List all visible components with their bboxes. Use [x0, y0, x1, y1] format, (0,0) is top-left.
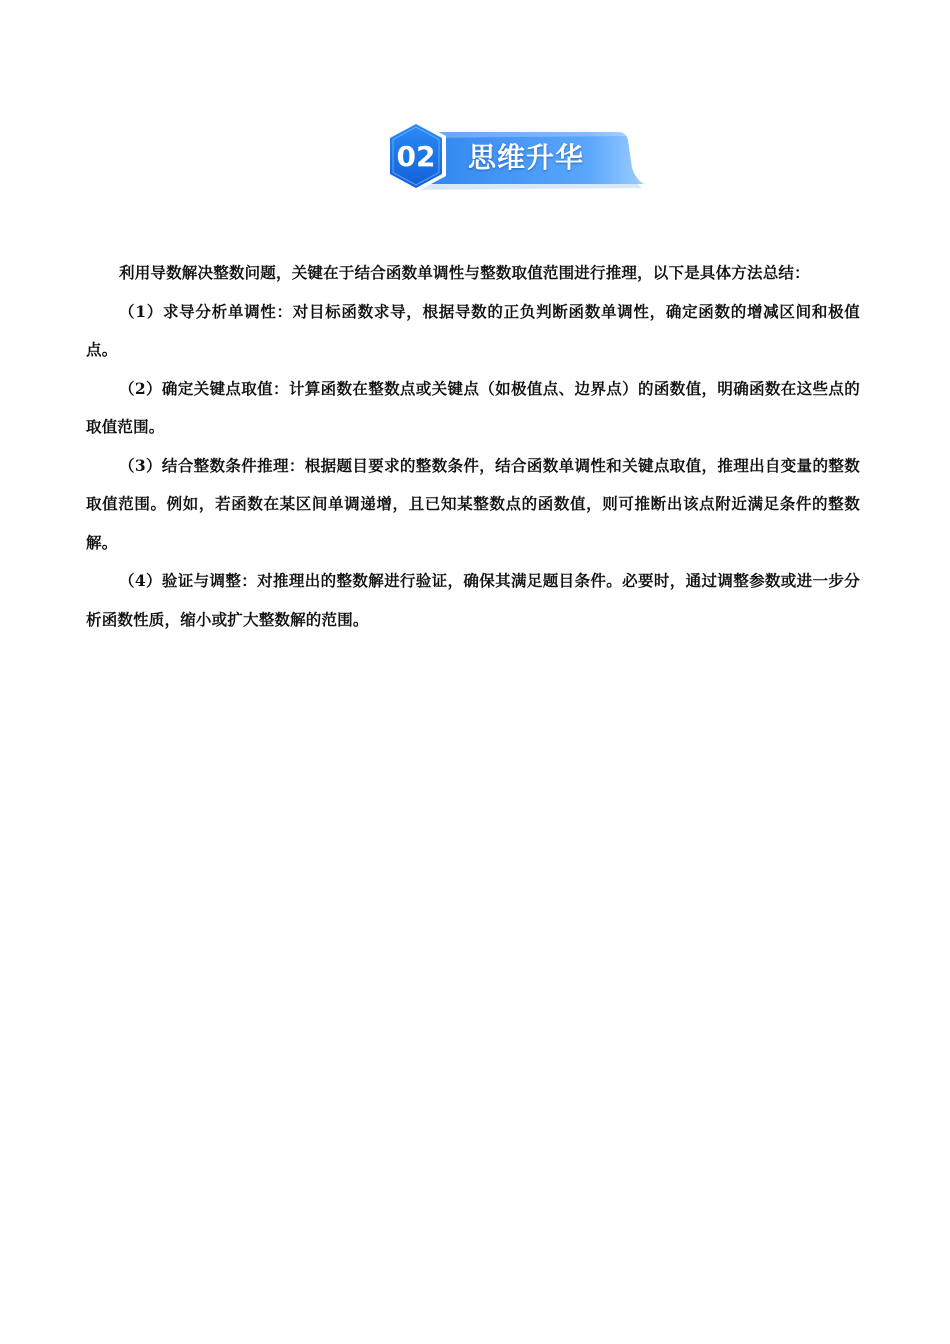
section-title: 思维升华	[468, 141, 585, 174]
method-item-4: （4）验证与调整：对推理出的整数解进行验证，确保其满足题目条件。必要时，通过调整参数或进一步分析函数性质，缩小或扩大整数解的范围。	[86, 571, 860, 629]
method-item-2: （2）确定关键点取值：计算函数在整数点或关键点（如极值点、边界点）的函数值，明确函数在这些点的取值范围。	[86, 378, 860, 436]
intro-paragraph: 利用导数解决整数问题，关键在于结合函数单调性与整数取值范围进行推理，以下是具体方法总结：	[119, 263, 810, 282]
body-text	[86, 254, 860, 639]
method-item-1: （1）求导分析单调性：对目标函数求导，根据导数的正负判断函数单调性，确定函数的增减区间和极值点。	[86, 301, 860, 359]
section-number: 02	[396, 140, 436, 173]
section-banner	[380, 118, 650, 196]
method-item-3: （3）结合整数条件推理：根据题目要求的整数条件，结合函数单调性和关键点取值，推理出自变量的整数取值范围。例如，若函数在某区间单调递增，且已知某整数点的函数值，则可推断出该点附近满足条件的整数解。	[86, 455, 860, 552]
